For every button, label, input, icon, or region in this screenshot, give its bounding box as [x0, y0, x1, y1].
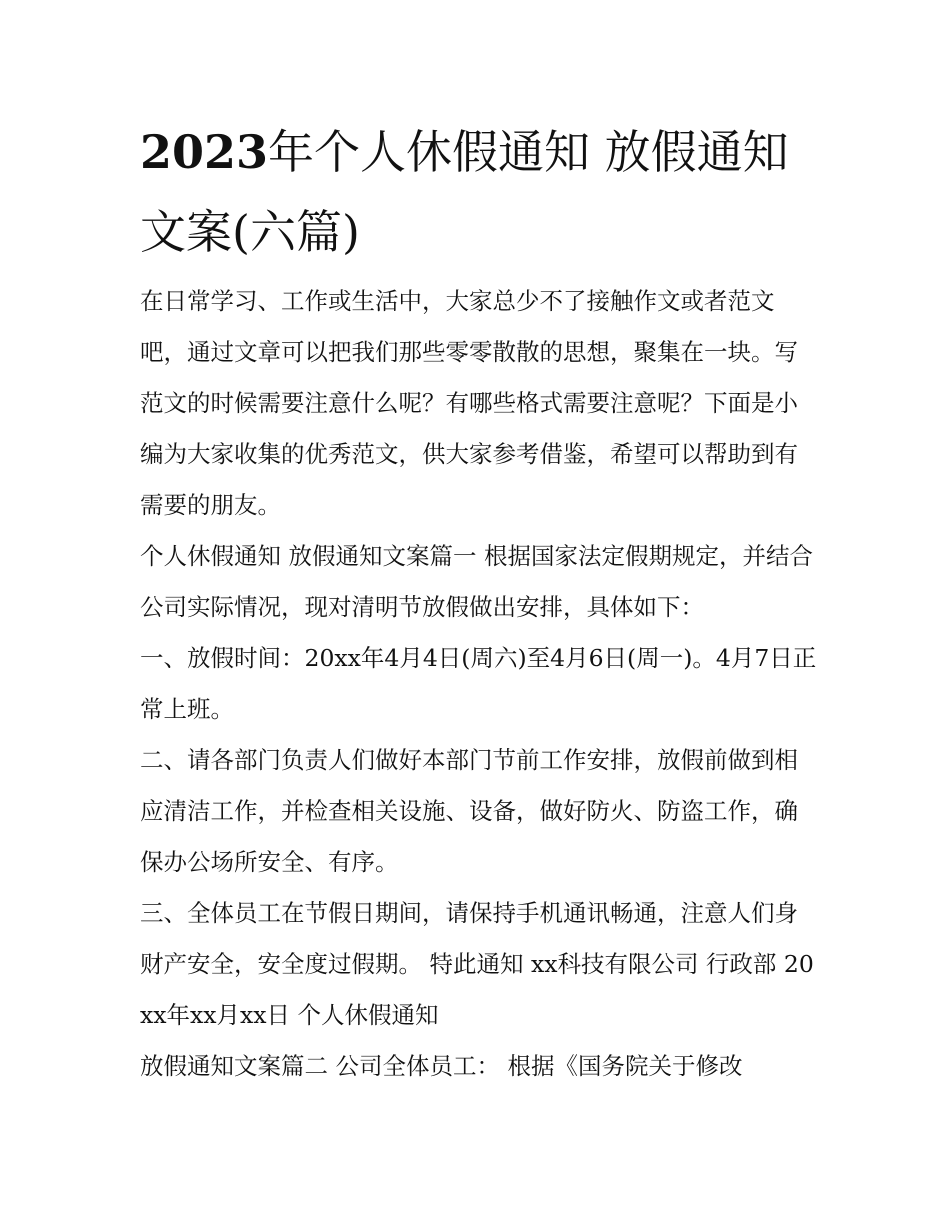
title-year: 2023 — [140, 125, 269, 179]
department-duty-paragraph: 二、请各部门负责人们做好本部门节前工作安排，放假前做到相应清洁工作，并检查相关设施、设备，做好防火、防盗工作，确保办公场所安全、有序。 — [140, 746, 798, 876]
title-text: 年个人休假通知 放假通知文案(六篇) — [140, 125, 789, 259]
document-title — [140, 112, 820, 272]
notice-two-paragraph: 放假通知文案篇二 公司全体员工： 根据《国务院关于修改 — [140, 1052, 743, 1080]
document-body — [140, 276, 820, 1092]
holiday-time-paragraph: 一、放假时间：20xx年4月4日(周六)至4月6日(周一)。4月7日正常上班。 — [140, 644, 817, 723]
notice-one-paragraph: 个人休假通知 放假通知文案篇一 根据国家法定假期规定，并结合公司实际情况，现对清明节放假做出安排，具体如下： — [140, 542, 813, 621]
intro-paragraph: 在日常学习、工作或生活中，大家总少不了接触作文或者范文吧，通过文章可以把我们那些零零散散的思想，聚集在一块。写范文的时候需要注意什么呢？有哪些格式需要注意呢？下面是小编为大家收集的优秀范文，供大家参考借鉴，希望可以帮助到有需要的朋友。 — [140, 287, 798, 519]
staff-safety-paragraph: 三、全体员工在节假日期间，请保持手机通讯畅通，注意人们身财产安全，安全度过假期。 特此通知 xx科技有限公司 行政部 20xx年xx月xx日 个人休假通知 — [140, 899, 814, 1029]
